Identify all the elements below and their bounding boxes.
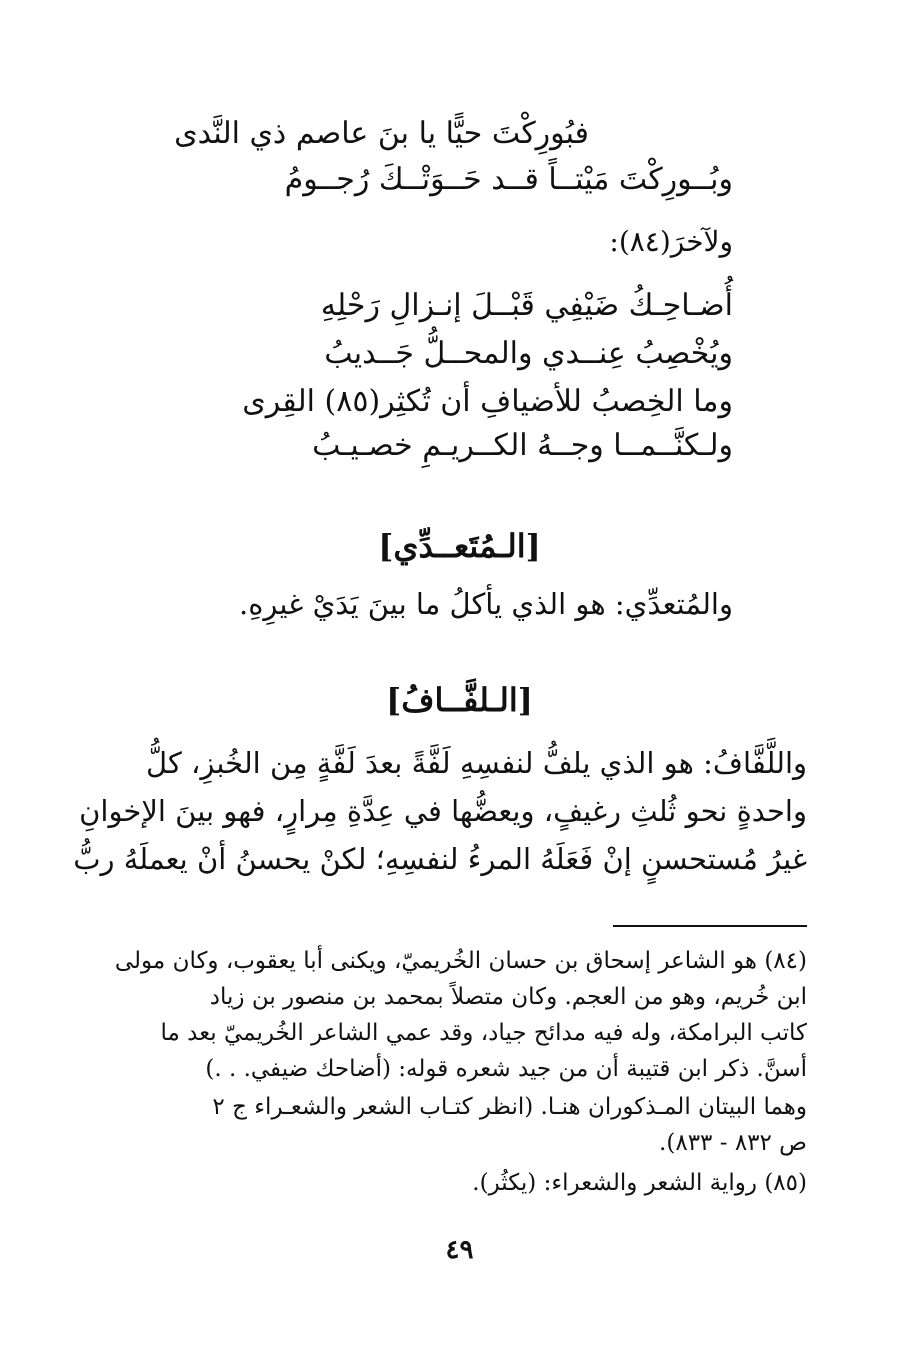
poem1-line1-first: فبُورِكْتَ حيًّا يا بنَ عاصم ذي النَّدى: [174, 116, 589, 151]
section-title-laffaf: [الـلفَّــافُ]: [386, 681, 533, 719]
section-definition-mutaaddi: والمُتعدِّي: هو الذي يأكلُ ما بينَ يَدَيْ غيرِهِ.: [239, 587, 733, 621]
poem1-line1-second: وبُــورِكْتَ مَيْتــاً قــد حَــوَتْــكَ رُجــومُ: [284, 162, 733, 197]
paragraph-line: غيرُ مُستحسنٍ إنْ فَعَلَهُ المرءُ لنفسِهِ؛ لكنْ يحسنُ أنْ يعملَهُ ربُّ: [73, 842, 807, 876]
footnote-85: (٨٥) رواية الشعر والشعراء: (يكثُر).: [472, 1170, 807, 1196]
paragraph-line: واحدةٍ نحو ثُلثِ رغيفٍ، ويعضُّها في عِدَّةِ مِرارٍ، فهو بينَ الإخوانِ: [79, 794, 807, 828]
poem2-line2-second: ولـكنَّــمــا وجــهُ الكــريـمِ خصـيـبُ: [312, 428, 733, 463]
footnote-separator: [613, 925, 807, 927]
footnote-84-line: وهما البيتان المـذكوران هنـا. (انظر كتـاب الشعر والشعـراء ج ٢: [212, 1094, 807, 1120]
poem2-intro: ولآخرَ(٨٤):: [609, 225, 733, 258]
footnote-84-line: أسنَّ. ذكر ابن قتيبة أن من جيد شعره قوله: (أضاحك ضيفي. . .): [205, 1056, 807, 1082]
footnote-84-line: كاتب البرامكة، وله فيه مدائح جياد، وقد عمي الشاعر الخُريميّ بعد ما: [160, 1020, 807, 1046]
paragraph-line: واللَّفَّافُ: هو الذي يلفُّ لنفسِهِ لَفَّةً بعدَ لَفَّةٍ مِن الخُبزِ، كلُّ: [146, 746, 807, 780]
footnote-84-line: ابن خُريم، وهو من العجم. وكان متصلاً بمحمد بن منصور بن زياد: [209, 984, 807, 1010]
poem2-line1-second: ويُخْصِبُ عِنــدي والمحــلُّ جَــديبُ: [324, 336, 733, 371]
footnote-84-line: ص ٨٣٢ - ٨٣٣).: [659, 1130, 807, 1156]
footnote-84-line: (٨٤) هو الشاعر إسحاق بن حسان الخُريميّ، ويكنى أبا يعقوب، وكان مولى: [114, 948, 807, 974]
section-title-mutaaddi: [الـمُتَعــدِّي]: [378, 527, 541, 565]
page-number: ٤٩: [445, 1235, 474, 1265]
poem2-line1-first: أُضـاحِـكُ ضَيْفِي قَبْــلَ إنـزالِ رَحْلِهِ: [320, 288, 733, 323]
poem2-line2-first: وما الخِصبُ للأضيافِ أن تُكثِر(٨٥) القِرى: [242, 384, 733, 419]
